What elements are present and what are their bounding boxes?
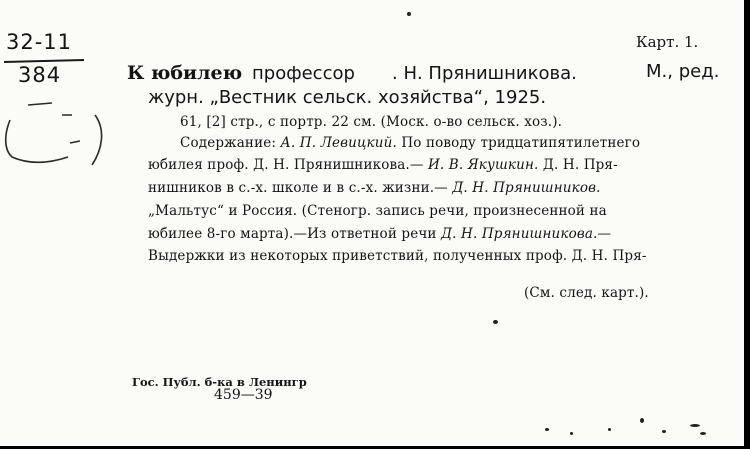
scan-speck: [493, 320, 498, 324]
contents-line-2: юбилея проф. Д. Н. Прянишникова.— И. В. Якушкин. Д. Н. Пря-: [148, 157, 618, 173]
library-stamp-line-1: Гос. Публ. б-ка в Ленингр: [132, 375, 307, 389]
pencil-bracket-mark: [0, 95, 120, 175]
library-stamp-line-2: 459—39: [214, 387, 273, 403]
call-number-bottom: 384: [18, 63, 62, 87]
contents-line-4: „Мальтус“ и Россия. (Стеногр. запись речи, произнесенной на: [148, 203, 607, 219]
title-imprint: М., ред.: [646, 61, 720, 82]
scan-speck: [640, 418, 644, 423]
scan-speck: [570, 432, 573, 435]
contents-author-1: А. П. Левицкий.: [280, 135, 397, 151]
contents-label: Содержание:: [180, 135, 277, 151]
title-lead: К юбилею: [127, 62, 243, 84]
scan-speck: [700, 432, 706, 435]
card-number: Карт. 1.: [636, 33, 699, 51]
contents-line-6: Выдержки из некоторых приветствий, полученных проф. Д. Н. Пря-: [148, 248, 647, 264]
contents-line-1: [180, 135, 640, 151]
contents-line-3: нишников в с.-х. школе и в с.-х. жизни.— Д. Н. Прянишников.: [148, 180, 601, 196]
contents-author-2: И. В. Якушкин.: [427, 157, 539, 173]
contents-author-3: Д. Н. Прянишников.: [452, 180, 601, 196]
scan-speck: [690, 424, 700, 427]
imprint-line: журн. „Вестник сельск. хозяйства“, 1925.: [148, 87, 547, 108]
contents-line-5: юбилее 8-го марта).—Из ответной речи Д. Н. Прянишникова.—: [148, 226, 612, 242]
collation-line: 61, [2] стр., с портр. 22 см. (Моск. о-во сельск. хоз.).: [180, 114, 563, 130]
scan-speck: [662, 430, 666, 433]
title-rest: профессор: [252, 63, 355, 84]
scan-speck: [407, 12, 411, 16]
contents-title-1: По поводу тридцатипятилетнего: [401, 135, 641, 151]
scan-speck: [608, 428, 611, 431]
contents-author-4: Д. Н. Прянишникова.—: [441, 226, 612, 242]
title-name: . Н. Прянишникова.: [392, 63, 577, 84]
scan-speck: [545, 428, 549, 431]
scan-edge-right: [744, 0, 750, 449]
see-next-card: (См. след. карт.).: [524, 285, 649, 301]
call-number-top: 32-11: [6, 30, 73, 54]
